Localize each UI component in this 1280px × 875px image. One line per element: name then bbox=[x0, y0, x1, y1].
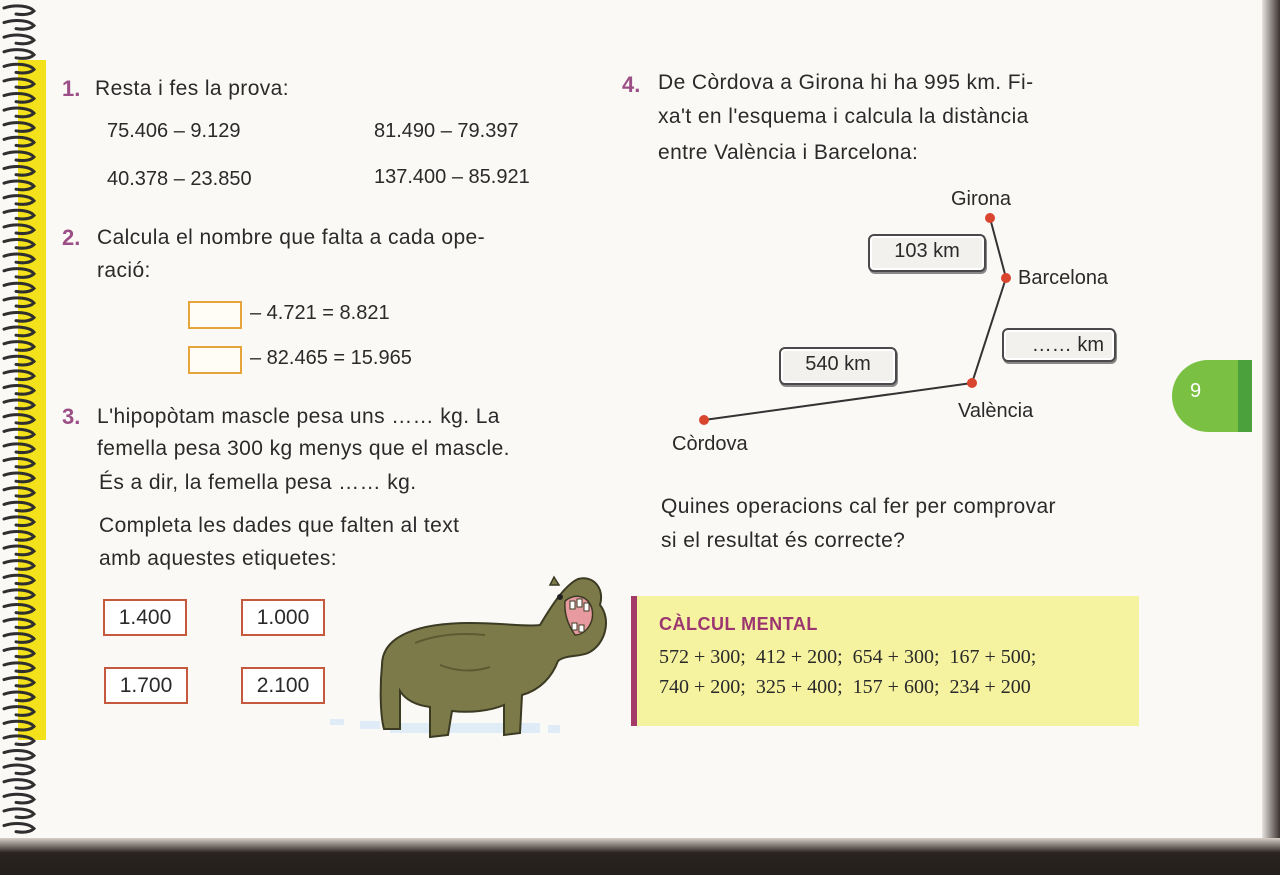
spiral-coil bbox=[4, 619, 34, 628]
exercise4-text-line3: entre València i Barcelona: bbox=[658, 141, 919, 164]
mental-math-box bbox=[631, 596, 1139, 726]
page-tab-stripe bbox=[1238, 360, 1252, 432]
exercise1-op-1: 75.406 – 9.129 bbox=[107, 120, 241, 142]
spiral-coil bbox=[4, 50, 34, 59]
spiral-coil bbox=[4, 780, 34, 789]
missing-number-box-2[interactable] bbox=[188, 346, 242, 374]
spiral-coil bbox=[4, 794, 34, 803]
missing-number-box-1[interactable] bbox=[188, 301, 242, 329]
spiral-coil bbox=[4, 546, 34, 555]
exercise3-text-line4: Completa les dades que falten al text bbox=[99, 514, 460, 537]
spiral-coil bbox=[4, 196, 34, 205]
exercise1-op-2: 81.490 – 79.397 bbox=[374, 120, 519, 142]
city-label-girona: Girona bbox=[951, 188, 1012, 210]
page-number: 9 bbox=[1190, 380, 1202, 402]
spiral-coil bbox=[4, 64, 34, 73]
spiral-coil bbox=[4, 6, 34, 15]
hippo-illustration bbox=[320, 565, 610, 755]
page-number-tab bbox=[1172, 360, 1248, 432]
spiral-coil bbox=[4, 458, 34, 467]
city-dot-valencia bbox=[967, 378, 977, 388]
spiral-coil bbox=[4, 502, 34, 511]
spiral-coil bbox=[4, 298, 34, 307]
exercise2-equation-2: – 82.465 = 15.965 bbox=[250, 347, 412, 369]
spiral-coil bbox=[4, 765, 34, 774]
exercise4-question-line1: Quines operacions cal fer per comprovar bbox=[661, 495, 1056, 518]
spiral-coil bbox=[4, 385, 34, 394]
spiral-coil bbox=[4, 590, 34, 599]
spiral-coil bbox=[4, 283, 34, 292]
distance-valencia-barcelona-blank[interactable]: …… km bbox=[1002, 328, 1116, 362]
spiral-coil bbox=[4, 123, 34, 132]
spiral-coil bbox=[4, 692, 34, 701]
spiral-coil bbox=[4, 736, 34, 745]
city-dot-cordova bbox=[699, 415, 709, 425]
spiral-coil bbox=[4, 137, 34, 146]
exercise3-text-line5: amb aquestes etiquetes: bbox=[99, 547, 338, 570]
spiral-coil bbox=[4, 181, 34, 190]
spiral-coil bbox=[4, 663, 34, 672]
spiral-coil bbox=[4, 488, 34, 497]
weight-tag-1400[interactable]: 1.400 bbox=[103, 599, 187, 636]
city-label-cordova: Còrdova bbox=[672, 433, 748, 455]
exercise2-text-line1: Calcula el nombre que falta a cada ope- bbox=[97, 226, 486, 249]
spiral-coil bbox=[4, 225, 34, 234]
exercise3-text-line1: L'hipopòtam mascle pesa uns …… kg. La bbox=[97, 405, 500, 428]
exercise4-number: 4. bbox=[622, 72, 641, 97]
exercise4-text-line2: xa't en l'esquema i calcula la distància bbox=[658, 105, 1029, 128]
spiral-coil bbox=[4, 575, 34, 584]
spiral-coil bbox=[4, 429, 34, 438]
spiral-coil bbox=[4, 210, 34, 219]
spiral-coil bbox=[4, 823, 34, 832]
spiral-binding bbox=[0, 0, 44, 838]
spiral-coil bbox=[4, 79, 34, 88]
city-dot-girona bbox=[985, 213, 995, 223]
page-edge-shadow bbox=[1262, 0, 1280, 875]
spiral-coil bbox=[4, 35, 34, 44]
mental-math-title: CÀLCUL MENTAL bbox=[659, 614, 818, 634]
weight-tag-2100[interactable]: 2.100 bbox=[241, 667, 325, 704]
city-dot-barcelona bbox=[1001, 273, 1011, 283]
spiral-coil bbox=[4, 473, 34, 482]
mental-math-row-2: 740 + 200; 325 + 400; 157 + 600; 234 + 200 bbox=[659, 676, 1031, 698]
spiral-coil bbox=[4, 809, 34, 818]
spiral-coil bbox=[4, 327, 34, 336]
route-girona-barcelona bbox=[990, 218, 1006, 278]
spiral-coil bbox=[4, 721, 34, 730]
route-valencia-cordova bbox=[704, 383, 972, 420]
spiral-coil bbox=[4, 707, 34, 716]
spiral-coil bbox=[4, 444, 34, 453]
exercise1-op-4: 137.400 – 85.921 bbox=[374, 166, 530, 188]
exercise3-number: 3. bbox=[62, 404, 81, 429]
spiral-coil bbox=[4, 312, 34, 321]
exercise1-op-3: 40.378 – 23.850 bbox=[107, 168, 252, 190]
weight-tag-1700[interactable]: 1.700 bbox=[104, 667, 188, 704]
spiral-coil bbox=[4, 269, 34, 278]
spiral-coil bbox=[4, 254, 34, 263]
spiral-coil bbox=[4, 239, 34, 248]
spiral-coil bbox=[4, 648, 34, 657]
spiral-coil bbox=[4, 93, 34, 102]
spiral-coil bbox=[4, 750, 34, 759]
spiral-coil bbox=[4, 561, 34, 570]
city-label-barcelona: Barcelona bbox=[1018, 267, 1109, 289]
spiral-coil bbox=[4, 152, 34, 161]
exercise3-text-line2: femella pesa 300 kg menys que el mascle. bbox=[97, 437, 510, 460]
spiral-coil bbox=[4, 342, 34, 351]
exercise2-text-line2: ració: bbox=[97, 259, 151, 282]
exercise2-equation-1: – 4.721 = 8.821 bbox=[250, 302, 390, 324]
weight-tag-1000[interactable]: 1.000 bbox=[241, 599, 325, 636]
spiral-coil bbox=[4, 371, 34, 380]
route-barcelona-valencia bbox=[972, 278, 1006, 383]
distance-cordova-valencia: 540 km bbox=[779, 347, 897, 385]
spiral-coil bbox=[4, 604, 34, 613]
spiral-coil bbox=[4, 677, 34, 686]
spiral-coil bbox=[4, 166, 34, 175]
spiral-coil bbox=[4, 108, 34, 117]
exercise4-text-line1: De Còrdova a Girona hi ha 995 km. Fi- bbox=[658, 71, 1034, 94]
exercise1-number: 1. bbox=[62, 76, 81, 101]
city-label-valencia: València bbox=[958, 400, 1034, 422]
page-bottom-shadow bbox=[0, 838, 1280, 875]
spiral-coil bbox=[4, 531, 34, 540]
spiral-coil bbox=[4, 20, 34, 29]
spiral-coil bbox=[4, 517, 34, 526]
spiral-coil bbox=[4, 400, 34, 409]
spiral-coil bbox=[4, 634, 34, 643]
exercise4-question-line2: si el resultat és correcte? bbox=[661, 529, 906, 552]
spiral-coil bbox=[4, 415, 34, 424]
distance-girona-barcelona: 103 km bbox=[868, 234, 986, 272]
spiral-coil bbox=[4, 356, 34, 365]
mental-math-row-1: 572 + 300; 412 + 200; 654 + 300; 167 + 500; bbox=[659, 646, 1037, 668]
exercise2-number: 2. bbox=[62, 225, 81, 250]
exercise3-text-line3: És a dir, la femella pesa …… kg. bbox=[99, 471, 417, 494]
exercise1-title: Resta i fes la prova: bbox=[95, 77, 289, 100]
